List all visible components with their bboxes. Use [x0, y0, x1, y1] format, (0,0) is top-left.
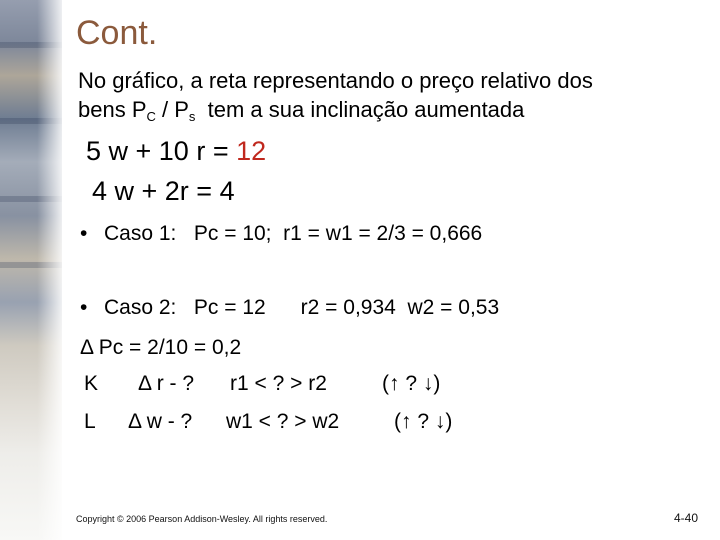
equation-1-highlight: 12 [236, 136, 267, 166]
row-l-label: L [84, 410, 96, 433]
row-l-compare: w1 < ? > w2 [226, 410, 340, 433]
bullet-marker: • [80, 222, 88, 245]
bullet-case-2: • Caso 2: Pc = 12 r2 = 0,934 w2 = 0,53 [80, 296, 500, 319]
bullet-case-1: • Caso 1: Pc = 10; r1 = w1 = 2/3 = 0,666 [80, 222, 483, 245]
equation-1: 5 w + 10 r = 12 [86, 136, 267, 166]
side-photo-fade [0, 0, 62, 540]
row-k-label: K [84, 372, 99, 395]
intro-text [78, 66, 678, 131]
intro-line-1: No gráfico, a reta representando o preço relativo dos [78, 68, 593, 93]
bullet-marker: • [80, 296, 88, 319]
delta-pc-line: Δ Pc = 2/10 = 0,2 [80, 336, 242, 359]
row-k-arrows: (↑ ? ↓) [382, 372, 441, 395]
footer-page-number: 4-40 [674, 511, 699, 525]
row-l-arrows: (↑ ? ↓) [394, 410, 453, 433]
row-k-compare: r1 < ? > r2 [230, 372, 327, 395]
footer-copyright: Copyright © 2006 Pearson Addison-Wesley. All rights reserved. [76, 514, 328, 524]
slide-title: Cont. [76, 14, 158, 52]
row-k-delta: Δ r - ? [138, 372, 195, 395]
row-l-delta: Δ w - ? [128, 410, 193, 433]
equation-2: 4 w + 2r = 4 [92, 176, 235, 206]
intro-line-2: bens $P_C / P_s$ tem a sua inclinação aumentada [78, 97, 525, 124]
